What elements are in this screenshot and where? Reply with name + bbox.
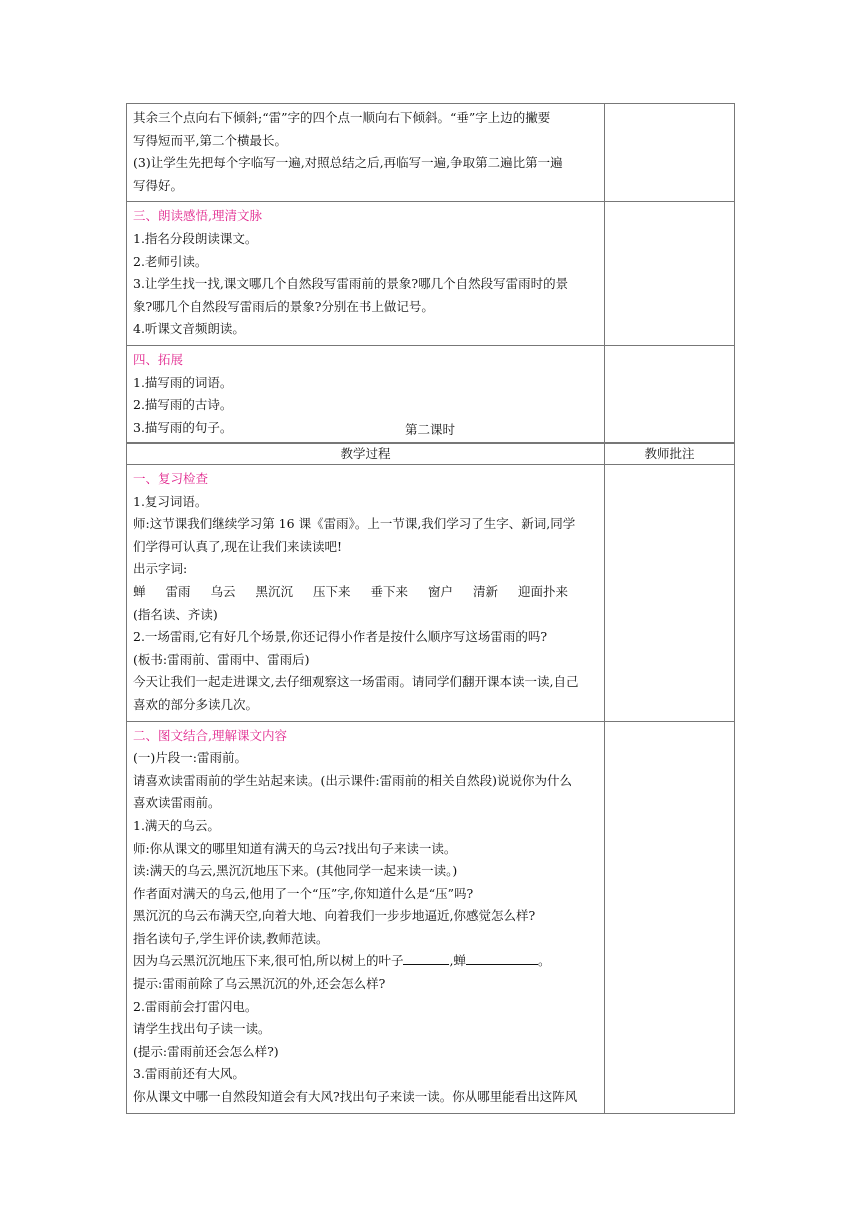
text-line: 黑沉沉的乌云布满天空,向着大地、向着我们一步步地逼近,你感觉怎么样? <box>133 908 536 924</box>
process-cell <box>127 721 605 1113</box>
text-line: 指名读句子,学生评价读,教师范读。 <box>133 930 329 946</box>
vocab-word: 雷雨 <box>165 583 191 599</box>
text-line: 2.雷雨前会打雷闪电。 <box>133 998 258 1014</box>
text-line: (提示:雷雨前还会怎么样?) <box>133 1043 279 1059</box>
fill-text: 因为乌云黑沉沉地压下来,很可怕,所以树上的叶子 <box>133 953 404 969</box>
text-line: 读:满天的乌云,黑沉沉地压下来。(其他同学一起来读一读。) <box>133 863 458 879</box>
process-cell <box>127 465 605 722</box>
header-row <box>127 443 735 465</box>
text-line: (指名读、齐读) <box>133 606 218 622</box>
text-line: 师:你从课文的哪里知道有满天的乌云?找出句子来读一读。 <box>133 840 457 856</box>
section-heading: 三、朗读感悟,理清文脉 <box>133 208 262 224</box>
vocab-word: 压下来 <box>313 583 351 599</box>
text-line: 们学得可认真了,现在让我们来读读吧! <box>133 538 342 554</box>
table-row <box>127 202 735 346</box>
text-line: 今天让我们一起走进课文,去仔细观察这一场雷雨。请同学们翻开课本读一读,自己 <box>133 674 579 690</box>
vocab-word: 垂下来 <box>370 583 409 599</box>
text-line: 出示字词: <box>133 561 188 577</box>
section-heading: 一、复习检查 <box>133 471 209 486</box>
vocab-word: 乌云 <box>210 583 236 599</box>
note-cell <box>605 104 735 202</box>
text-line: 4.听课文音频朗读。 <box>133 321 245 337</box>
vocabulary-words <box>133 581 598 604</box>
text-line: 3.雷雨前还有大风。 <box>133 1066 245 1082</box>
table-row <box>127 721 735 1113</box>
text-line: (3)让学生先把每个字临写一遍,对照总结之后,再临写一遍,争取第二遍比第一遍 <box>133 155 563 171</box>
section-heading: 四、拓展 <box>133 351 184 367</box>
text-line: 象?哪几个自然段写雷雨后的景象?分别在书上做记号。 <box>133 298 434 314</box>
blank-2 <box>466 950 538 965</box>
text-line: 喜欢的部分多读几次。 <box>133 696 259 712</box>
text-line: 1.描写雨的词语。 <box>133 374 233 390</box>
text-line: 2.老师引读。 <box>133 253 208 269</box>
column-header-process: 教学过程 <box>127 443 605 465</box>
text-line: 3.让学生找一找,课文哪几个自然段写雷雨前的景象?哪几个自然段写雷雨时的景 <box>133 276 569 292</box>
text-line: 你从课文中哪一自然段知道会有大风?找出句子来读一读。你从哪里能看出这阵风 <box>133 1089 578 1105</box>
vocab-word: 窗户 <box>428 583 454 599</box>
text-line: (板书:雷雨前、雷雨中、雷雨后) <box>133 651 310 667</box>
process-cell <box>127 104 605 202</box>
table-row <box>127 104 735 202</box>
text-line: 2.一场雷雨,它有好几个场景,你还记得小作者是按什么顺序写这场雷雨的吗? <box>133 629 548 645</box>
fill-text: ,蝉 <box>449 953 466 969</box>
text-line: 写得好。 <box>133 177 184 193</box>
vocab-word: 黑沉沉 <box>255 583 294 599</box>
vocab-word: 清新 <box>473 583 499 599</box>
vocab-word: 蝉 <box>133 583 146 599</box>
text-line: 写得短而平,第二个横最长。 <box>133 132 287 148</box>
text-line: 1.复习词语。 <box>133 493 208 509</box>
blank-1 <box>403 950 449 965</box>
note-cell <box>605 465 735 722</box>
text-line: 3.描写雨的句子。 <box>133 419 233 435</box>
text-line: 作者面对满天的乌云,他用了一个“压”字,你知道什么是“压”吗? <box>133 885 474 901</box>
text-line: (一)片段一:雷雨前。 <box>133 750 247 766</box>
lesson-table-1 <box>126 103 735 444</box>
text-line: 1.指名分段朗读课文。 <box>133 230 258 246</box>
text-line: 其余三个点向右下倾斜;“雷”字的四个点一顺向右下倾斜。“垂”字上边的撇要 <box>133 110 551 125</box>
process-cell <box>127 202 605 346</box>
column-header-notes: 教师批注 <box>605 443 735 465</box>
note-cell <box>605 202 735 346</box>
lesson-table-2 <box>126 442 735 1114</box>
vocab-word: 迎面扑来 <box>518 583 569 599</box>
text-line: 提示:雷雨前除了乌云黑沉沉的外,还会怎么样? <box>133 976 386 992</box>
text-line: 1.满天的乌云。 <box>133 817 220 833</box>
text-line: 请学生找出句子读一读。 <box>133 1021 271 1037</box>
text-line: 请喜欢读雷雨前的学生站起来读。(出示课件:雷雨前的相关自然段)说说你为什么 <box>133 772 572 788</box>
note-cell <box>605 721 735 1113</box>
section-heading: 二、图文结合,理解课文内容 <box>133 727 287 743</box>
fill-in-sentence <box>133 950 598 973</box>
text-line: 师:这节课我们继续学习第 16 课《雷雨》。上一节课,我们学习了生字、新词,同学 <box>133 516 576 532</box>
fill-text: 。 <box>537 953 551 969</box>
text-line: 2.描写雨的古诗。 <box>133 397 233 413</box>
table-row <box>127 465 735 722</box>
session-title: 第二课时 <box>404 422 455 437</box>
text-line: 喜欢读雷雨前。 <box>133 795 221 811</box>
